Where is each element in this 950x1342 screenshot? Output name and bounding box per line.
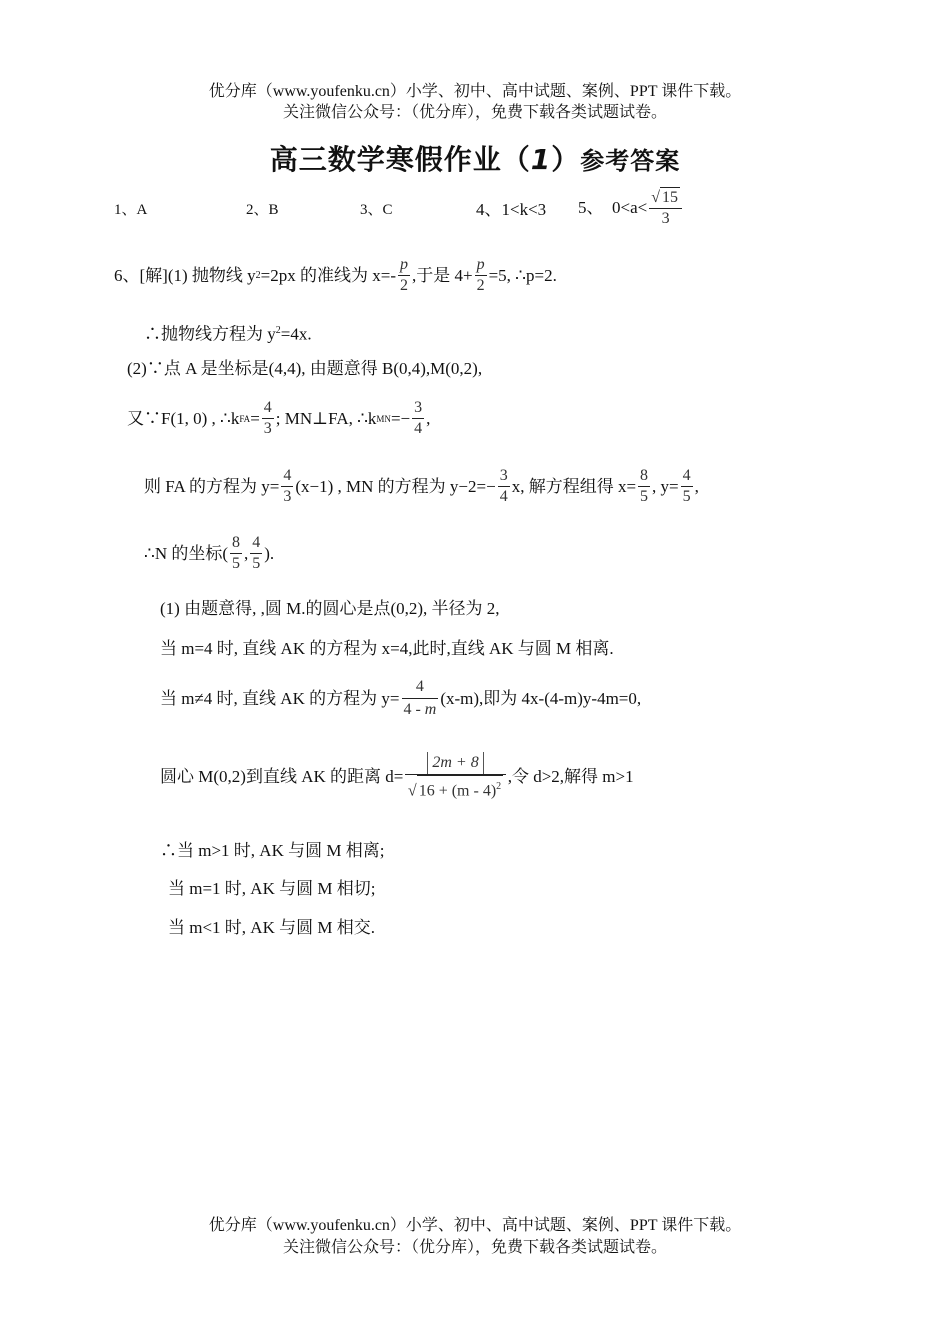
distance-exp: 2: [496, 781, 502, 792]
q6-line-4: [127, 398, 430, 439]
fraction-4-over-4-m: [401, 676, 438, 721]
q6-l6-text-c: ).: [264, 543, 275, 563]
answer-5-fraction: $\frac{√ 15}{3}$: [649, 187, 682, 229]
frac-num: 4: [402, 676, 438, 699]
distance-numerator: 2m + 8: [427, 752, 483, 774]
distance-fraction: $\frac{2m + 8}{√ 16 + (m - 4)^2}$: [405, 752, 505, 802]
frac-den: 2: [400, 277, 408, 294]
q6-l6-text-a: ∴N 的坐标(: [144, 543, 229, 563]
page-title: [0, 138, 950, 178]
frac-den: 5: [252, 555, 261, 572]
frac-den: 4: [499, 488, 508, 505]
frac-den: 3: [263, 420, 272, 437]
q6-l1-text-a: 6、[解](1) 抛物线 y: [114, 265, 256, 285]
fraction-3-4-b: [498, 466, 510, 507]
frac-num: p: [398, 255, 410, 276]
answer-4: 4、1<k<3: [476, 200, 547, 219]
q6-l4-text-e: ,: [426, 408, 431, 428]
q6-line-6: [144, 533, 274, 574]
frac-num: p: [475, 255, 487, 276]
q6-l5-text-b: (x−1) , MN 的方程为 y−2=−: [295, 476, 496, 496]
frac-den: 5: [640, 488, 649, 505]
frac-den: 3: [283, 488, 292, 505]
q6-l1-text-b: =2px 的准线为 x=-: [260, 265, 396, 285]
frac-den: 2: [476, 277, 485, 294]
p3-l4-text-b: ,令 d>2,解得 m>1: [507, 767, 634, 787]
q6-l1-text-d: =5, ∴p=2.: [488, 265, 557, 285]
part3-line-2: 当 m=4 时, 直线 AK 的方程为 x=4,此时,直线 AK 与圆 M 相离.: [160, 639, 614, 658]
p3-l3-text-b: (x-m),即为 4x-(4-m)y-4m=0,: [440, 688, 642, 708]
q6-l5-text-e: ,: [694, 476, 699, 496]
answer-5-den: 3: [661, 210, 670, 227]
q6-l4-text-b: =: [250, 408, 260, 428]
q6-l2-text-b: =4x.: [280, 324, 312, 344]
q6-l4-text-c: ; MN⊥FA, ∴k: [275, 408, 377, 428]
frac-den-m: m: [424, 701, 437, 718]
part3-line-1: (1) 由题意得, ,圆 M.的圆心是点(0,2), 半径为 2,: [160, 599, 500, 618]
q6-l5-text-a: 则 FA 的方程为 y=: [144, 476, 280, 496]
fraction-p-over-2: [398, 255, 410, 296]
q6-line-3: (2)∵点 A 是坐标是(4,4), 由题意得 B(0,4),M(0,2),: [127, 359, 483, 378]
frac-num: 8: [230, 533, 242, 554]
fraction-3-4: [412, 398, 424, 439]
p3-l3-text-a: 当 m≠4 时, 直线 AK 的方程为 y=: [160, 688, 400, 708]
q6-l5-text-d: , y=: [652, 476, 679, 496]
frac-num: 3: [412, 398, 424, 419]
frac-den-a: 4 -: [403, 701, 425, 718]
answer-5-root: 15: [662, 189, 679, 206]
q6-line-2: [144, 320, 312, 346]
frac-num: 4: [250, 533, 262, 554]
fraction-p-over-2-b: [475, 255, 487, 296]
frac-num: 4: [262, 398, 274, 419]
q6-line-1: [114, 255, 557, 296]
fraction-4-5-b: [250, 533, 262, 574]
q6-l1-exp: 2: [255, 269, 261, 281]
answer-5-text: 0<a<: [612, 198, 648, 217]
title-number: 1: [530, 143, 552, 176]
part3-line-4: [160, 752, 634, 802]
q6-l1-text-c: ,于是 4+: [412, 265, 473, 285]
q6-l4-text-a: 又∵F(1, 0) , ∴k: [127, 408, 240, 428]
answer-1: 1、A: [114, 202, 148, 218]
title-subtitle: 参考答案: [580, 147, 681, 175]
title-close: ）: [551, 143, 581, 176]
footer-line-1: 优分库（www.youfenku.cn）小学、初中、高中试题、案例、PPT 课件下载。: [208, 1217, 742, 1234]
header-line-2: 关注微信公众号：（优分库），免费下载各类试题试卷。: [282, 104, 667, 121]
p3-l4-text-a: 圆心 M(0,2)到直线 AK 的距离 d=: [160, 767, 404, 787]
part3-line-5: ∴当 m>1 时, AK 与圆 M 相离;: [160, 841, 385, 860]
sub-mn: MN: [376, 413, 391, 424]
frac-den: 5: [682, 488, 691, 505]
answer-2: 2、B: [246, 202, 279, 218]
answer-5-label: 5、: [578, 198, 604, 217]
q6-line-5: [144, 466, 699, 507]
fraction-4-3: [262, 398, 274, 439]
frac-den: 4: [414, 420, 423, 437]
frac-num: 4: [681, 466, 693, 487]
answer-3: 3、C: [360, 202, 393, 218]
q6-l2-exp: 2: [275, 325, 281, 336]
q6-l2-text-a: ∴抛物线方程为 y: [144, 324, 276, 344]
frac-num: 8: [638, 466, 650, 487]
part3-line-6: 当 m=1 时, AK 与圆 M 相切;: [168, 879, 376, 898]
q6-l6-text-b: ,: [244, 543, 249, 563]
answer-5: [578, 187, 684, 229]
sub-fa: FA: [239, 413, 251, 424]
footer-line-2: 关注微信公众号：（优分库），免费下载各类试题试卷。: [282, 1239, 667, 1256]
part3-line-3: [160, 676, 641, 721]
fraction-8-5: [638, 466, 650, 507]
part3-line-7: 当 m<1 时, AK 与圆 M 相交.: [168, 918, 375, 937]
q6-l5-text-c: x, 解方程组得 x=: [511, 476, 637, 496]
title-main: 高三数学寒假作业（: [269, 143, 531, 176]
frac-num: 3: [498, 466, 510, 487]
fraction-4-5: [681, 466, 693, 507]
fraction-8-5-b: [230, 533, 242, 574]
frac-den: 5: [232, 555, 241, 572]
q6-l4-text-d: =−: [390, 408, 411, 428]
distance-denominator: 16 + (m - 4): [418, 782, 497, 800]
header-line-1: 优分库（www.youfenku.cn）小学、初中、高中试题、案例、PPT 课件下载。: [208, 83, 742, 100]
frac-num: 4: [281, 466, 293, 487]
fraction-4-3-b: [281, 466, 293, 507]
